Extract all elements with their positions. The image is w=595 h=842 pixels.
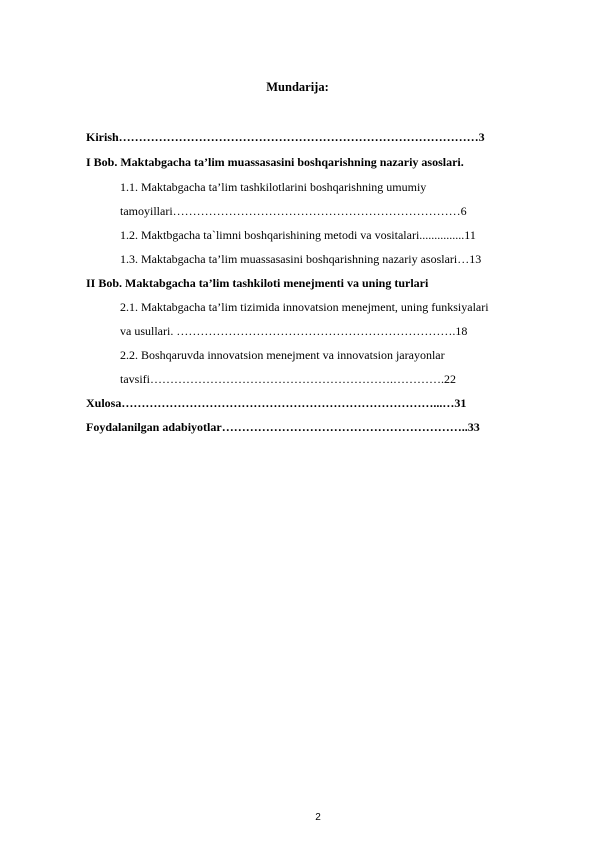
- toc-entry-1-2: 1.2. Maktbgacha ta`limni boshqarishining metodi va vositalari...............11: [120, 228, 476, 242]
- toc-entry-1-3: 1.3. Maktabgacha ta’lim muassasasini boshqarishning nazariy asoslari…13: [120, 252, 482, 266]
- toc-entry-xulosa: Xulosa……………………………………………………………………...…31: [86, 396, 467, 410]
- toc-entry-2-1-line2: va usullari. …………………………………………………………….18: [120, 324, 468, 338]
- toc-entry-1-1-line1: 1.1. Maktabgacha ta’lim tashkilotlarini boshqarishning umumiy: [120, 180, 427, 194]
- toc-entry-2-2-line1: 2.2. Boshqaruvda innovatsion menejment va innovatsion jarayonlar: [120, 348, 445, 362]
- toc-entry-1-1-line2: tamoyillari………………………………………………………………6: [120, 204, 467, 218]
- toc-entry-2-1-line1: 2.1. Maktabgacha ta’lim tizimida innovatsion menejment, uning funksiyalari: [120, 300, 489, 314]
- toc-chapter-1-title: I Bob. Maktabgacha ta’lim muassasasini boshqarishning nazariy asoslari.: [86, 155, 464, 169]
- toc-chapter-2-title: II Bob. Maktabgacha ta’lim tashkiloti menejmenti va uning turlari: [86, 276, 429, 290]
- page-number: 2: [315, 812, 321, 823]
- toc-entry-2-2-line2: tavsifi…………………………………………………….………….22: [120, 372, 456, 386]
- toc-entry-kirish: Kirish………………………………………………………………………………3: [86, 130, 485, 144]
- page-title: Mundarija:: [266, 80, 329, 94]
- toc-entry-adabiyotlar: Foydalanilgan adabiyotlar……………………………………………………..33: [86, 420, 480, 434]
